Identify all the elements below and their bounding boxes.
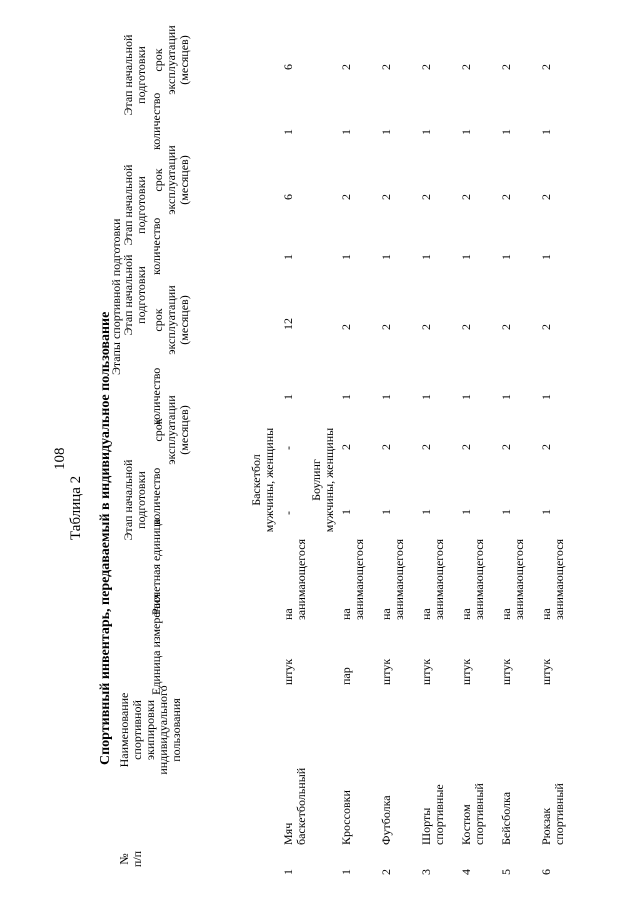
- row-q1: 1: [379, 509, 393, 515]
- row-t1: 2: [419, 444, 433, 450]
- header-stage-line: подготовки: [134, 471, 148, 529]
- row-calc: [282, 539, 308, 620]
- row-q4: 1: [419, 129, 433, 135]
- row-q1: 1: [539, 509, 553, 515]
- row-calc-line: занимающегося: [392, 538, 406, 620]
- header-num-line: №: [117, 853, 131, 865]
- row-name: [500, 792, 513, 845]
- row-name-line: Бейсболка: [499, 791, 513, 845]
- row-t1: 2: [379, 444, 393, 450]
- row-num: 6: [539, 869, 553, 875]
- row-q2: 1: [339, 394, 353, 400]
- header-stages-group: Этапы спортивной подготовки: [109, 218, 123, 375]
- row-t4: 2: [339, 64, 353, 70]
- row-t4: 6: [281, 64, 295, 70]
- section-line: мужчины, женщины: [322, 427, 336, 533]
- row-name-line: Костюм: [459, 804, 473, 845]
- header-term-line: срок: [151, 168, 165, 192]
- row-num: 5: [499, 869, 513, 875]
- row-calc: [500, 539, 526, 620]
- header-stage-line: подготовки: [134, 176, 148, 234]
- row-calc-line: на: [379, 608, 393, 620]
- row-name-line: спортивный: [472, 783, 486, 845]
- row-q3: 1: [379, 254, 393, 260]
- row-t3: 2: [499, 194, 513, 200]
- row-calc-line: занимающегося: [552, 538, 566, 620]
- header-stage-line: Этап начальной: [121, 254, 135, 336]
- row-name-line: спортивный: [552, 783, 566, 845]
- header-num-line: п/п: [130, 850, 144, 868]
- header-term-line: (месяцев): [177, 35, 191, 85]
- row-t1: 2: [539, 444, 553, 450]
- header-term-line: срок: [151, 48, 165, 72]
- row-calc: [340, 539, 366, 620]
- row-calc: [380, 539, 406, 620]
- row-t4: 2: [539, 64, 553, 70]
- header-term-line: срок: [151, 308, 165, 332]
- row-calc-line: на: [281, 608, 295, 620]
- section-basketball: [250, 415, 276, 545]
- header-term-4: [152, 15, 191, 105]
- row-t3: 2: [419, 194, 433, 200]
- row-q2: 1: [419, 394, 433, 400]
- header-term-line: эксплуатации: [164, 285, 178, 355]
- row-name: [540, 783, 566, 845]
- row-num: 1: [281, 869, 295, 875]
- header-term-line: срок: [151, 418, 165, 442]
- row-q3: 1: [419, 254, 433, 260]
- row-name: [460, 783, 486, 845]
- row-q4: 1: [339, 129, 353, 135]
- row-calc-line: на: [419, 608, 433, 620]
- row-calc-line: на: [339, 608, 353, 620]
- table-label: Таблица 2: [68, 475, 84, 540]
- row-t4: 2: [379, 64, 393, 70]
- header-name-line: индивидуального: [156, 685, 170, 775]
- row-q4: 1: [281, 129, 295, 135]
- header-qty-1: количество: [149, 467, 163, 525]
- table-title: Спортивный инвентарь, передаваемый в индивидуальное пользование: [98, 311, 113, 765]
- header-qty-2: количество: [149, 367, 163, 425]
- row-calc-line: на: [539, 608, 553, 620]
- header-qty-3: количество: [149, 217, 163, 275]
- header-term-line: (месяцев): [177, 295, 191, 345]
- row-q3: 1: [499, 254, 513, 260]
- row-q2: 1: [379, 394, 393, 400]
- row-q2: 1: [499, 394, 513, 400]
- row-name-line: Футболка: [379, 795, 393, 845]
- header-name-line: Наименование: [117, 692, 131, 768]
- row-name: [340, 790, 353, 845]
- header-term-2: [152, 275, 191, 365]
- row-t3: 2: [539, 194, 553, 200]
- row-num: 2: [379, 869, 393, 875]
- row-t4: 2: [459, 64, 473, 70]
- row-name: [420, 784, 446, 845]
- header-term-line: эксплуатации: [164, 395, 178, 465]
- row-calc: [460, 539, 486, 620]
- row-calc-line: занимающегося: [472, 538, 486, 620]
- row-name-line: Рюкзак: [539, 807, 553, 845]
- header-name-line: спортивной: [130, 700, 144, 760]
- row-t2: 12: [281, 318, 295, 330]
- row-t3: 6: [281, 194, 295, 200]
- header-term-line: (месяцев): [177, 155, 191, 205]
- row-t4: 2: [499, 64, 513, 70]
- row-q2: 1: [281, 394, 295, 400]
- row-q4: 1: [539, 129, 553, 135]
- row-q4: 1: [459, 129, 473, 135]
- row-t2: 2: [339, 324, 353, 330]
- header-term-line: эксплуатации: [164, 145, 178, 215]
- row-calc-line: занимающегося: [294, 538, 308, 620]
- row-unit: пар: [339, 667, 353, 685]
- row-unit: штук: [419, 658, 433, 685]
- row-t3: 2: [339, 194, 353, 200]
- row-t2: 2: [539, 324, 553, 330]
- row-t3: 2: [459, 194, 473, 200]
- row-q3: 1: [459, 254, 473, 260]
- row-t1: 2: [499, 444, 513, 450]
- row-num: 1: [339, 869, 353, 875]
- header-name-line: экипировки: [143, 699, 157, 761]
- row-q3: 1: [339, 254, 353, 260]
- header-term-line: эксплуатации: [164, 25, 178, 95]
- header-stage-line: подготовки: [134, 266, 148, 324]
- header-stage-line: Этап начальной: [121, 164, 135, 246]
- row-name-line: спортивные: [432, 784, 446, 845]
- row-q3: 1: [539, 254, 553, 260]
- row-unit: штук: [539, 658, 553, 685]
- row-q2: 1: [459, 394, 473, 400]
- row-q4: 1: [379, 129, 393, 135]
- row-calc: [420, 539, 446, 620]
- row-unit: штук: [379, 658, 393, 685]
- row-t3: 2: [379, 194, 393, 200]
- page-number: 108: [52, 447, 68, 470]
- row-t2: 2: [499, 324, 513, 330]
- row-t2: 2: [419, 324, 433, 330]
- section-bowling: [310, 415, 336, 545]
- header-term-line: (месяцев): [177, 405, 191, 455]
- row-name-line: Кроссовки: [339, 790, 353, 845]
- row-t2: 2: [459, 324, 473, 330]
- row-q1: 1: [459, 509, 473, 515]
- row-name-line: Шорты: [419, 807, 433, 845]
- header-stage-4: [122, 15, 148, 135]
- section-line: мужчины, женщины: [262, 427, 276, 533]
- row-num: 3: [419, 869, 433, 875]
- row-q1: 1: [499, 509, 513, 515]
- header-qty-4: количество: [149, 92, 163, 150]
- row-unit: штук: [499, 658, 513, 685]
- row-q3: 1: [281, 254, 295, 260]
- row-t1: 2: [459, 444, 473, 450]
- row-num: 4: [459, 869, 473, 875]
- section-line: Боулинг: [309, 459, 323, 501]
- row-q1: -: [281, 511, 295, 515]
- row-calc-line: занимающегося: [432, 538, 446, 620]
- row-q1: 1: [419, 509, 433, 515]
- row-calc: [540, 539, 566, 620]
- header-stage-line: Этап начальной: [121, 459, 135, 541]
- row-unit: штук: [281, 658, 295, 685]
- header-stage-line: Этап начальной: [121, 34, 135, 116]
- row-name: [380, 795, 393, 845]
- header-stage-1: [122, 440, 148, 560]
- row-name-line: баскетбольный: [294, 767, 308, 845]
- header-num: [118, 839, 144, 879]
- row-calc-line: занимающегося: [512, 538, 526, 620]
- row-t1: -: [281, 446, 295, 450]
- header-calc: Расчетная единица: [149, 518, 163, 615]
- row-name: [282, 768, 308, 845]
- row-q1: 1: [339, 509, 353, 515]
- row-calc-line: на: [499, 608, 513, 620]
- row-calc-line: на: [459, 608, 473, 620]
- row-calc-line: занимающегося: [352, 538, 366, 620]
- header-unit: Единица измерения: [149, 593, 163, 695]
- row-t4: 2: [419, 64, 433, 70]
- header-stage-line: подготовки: [134, 46, 148, 104]
- row-q4: 1: [499, 129, 513, 135]
- section-line: Баскетбол: [249, 454, 263, 506]
- row-t2: 2: [379, 324, 393, 330]
- row-t1: 2: [339, 444, 353, 450]
- row-q2: 1: [539, 394, 553, 400]
- row-name-line: Мяч: [281, 822, 295, 845]
- header-stage-3: [122, 145, 148, 265]
- header-name-line: пользования: [169, 698, 183, 762]
- row-unit: штук: [459, 658, 473, 685]
